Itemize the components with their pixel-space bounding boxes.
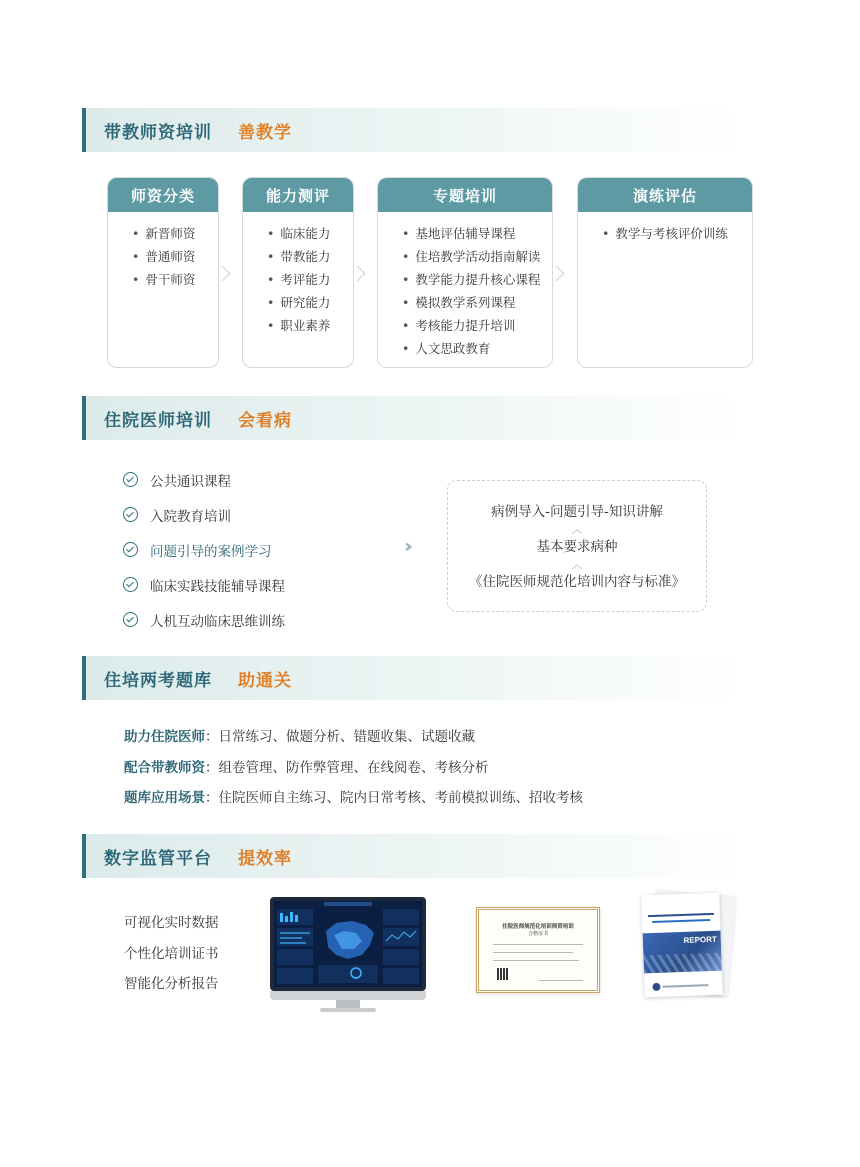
section-tag: 提效率 — [238, 848, 292, 869]
report-footer-line — [662, 984, 708, 988]
list-item — [123, 567, 285, 602]
certificate-image — [476, 907, 600, 993]
list-item: • 骨干师资 — [132, 268, 218, 291]
list-item: • 基地评估辅导课程 — [402, 222, 552, 245]
digital-feature: 个性化培训证书 — [124, 946, 219, 962]
certificate-line — [539, 980, 583, 981]
certificate-line — [493, 952, 573, 953]
qbank-line — [124, 786, 583, 806]
caret-up-icon: ︿ — [572, 525, 582, 536]
card-teacher-category — [107, 177, 219, 368]
qr-code-icon — [497, 968, 509, 980]
report-cover-band — [643, 931, 722, 974]
list-item: • 研究能力 — [267, 291, 353, 314]
list-item-label: 问题引导的案例学习 — [150, 543, 272, 560]
flow-step-bottom: 《住院医师规范化培训内容与标准》 — [469, 574, 685, 590]
card-title: 专题培训 — [378, 178, 552, 212]
certificate-title: 住院医师规范化培训师资培训 — [502, 924, 574, 930]
list-item: • 考核能力提升培训 — [402, 314, 552, 337]
digital-feature: 可视化实时数据 — [124, 915, 219, 931]
report-label: REPORT — [683, 934, 717, 945]
report-logo-icon — [652, 983, 660, 991]
card-title: 师资分类 — [108, 178, 218, 212]
list-item: • 考评能力 — [267, 268, 353, 291]
certificate-subtitle: 合格证书 — [527, 931, 548, 937]
resident-course-list — [123, 462, 285, 637]
section-title: 数字监管平台 — [104, 848, 212, 869]
section-tag: 善教学 — [238, 122, 292, 143]
card-topic-training — [377, 177, 553, 368]
check-circle-icon — [123, 577, 138, 592]
flow-step-middle: 基本要求病种 — [536, 539, 618, 555]
report-heading-line — [652, 919, 710, 923]
card-ability-assessment — [242, 177, 354, 368]
report-heading-line — [648, 913, 714, 917]
list-item-label: 公共通识课程 — [150, 473, 231, 490]
list-item: • 临床能力 — [267, 222, 353, 245]
qbank-line — [124, 756, 489, 776]
list-item: • 职业素养 — [267, 314, 353, 337]
list-item — [123, 462, 285, 497]
list-item-label: 人机互动临床思维训练 — [150, 613, 285, 630]
qbank-line — [124, 725, 475, 745]
qbank-label: 助力住院医师 — [124, 729, 205, 745]
check-circle-icon — [123, 472, 138, 487]
list-item — [123, 497, 285, 532]
list-item: • 住培教学活动指南解读 — [402, 245, 552, 268]
double-chevron-right-icon: ›› — [404, 536, 407, 557]
section-title: 带教师资培训 — [104, 122, 212, 143]
check-circle-icon — [123, 542, 138, 557]
certificate-line — [493, 960, 579, 961]
list-item: • 人文思政教育 — [402, 337, 552, 360]
card-title: 能力测评 — [243, 178, 353, 212]
section-tag: 会看病 — [238, 410, 292, 431]
monitor-stand — [336, 1000, 360, 1008]
case-learning-flow — [447, 480, 707, 612]
card-title: 演练评估 — [578, 178, 752, 212]
list-item: • 带教能力 — [267, 245, 353, 268]
list-item: • 新晋师资 — [132, 222, 218, 245]
certificate-line — [493, 944, 583, 945]
digital-feature: 智能化分析报告 — [124, 976, 219, 992]
report-pattern — [643, 953, 722, 974]
section-title: 住培两考题库 — [104, 670, 212, 691]
list-item-label: 临床实践技能辅导课程 — [150, 578, 285, 595]
section-title: 住院医师培训 — [104, 410, 212, 431]
list-item: • 普通师资 — [132, 245, 218, 268]
check-circle-icon — [123, 612, 138, 627]
section-header-digital — [82, 834, 742, 878]
qbank-text: ：住院医师自主练习、院内日常考核、考前模拟训练、招收考核 — [205, 790, 583, 806]
caret-up-icon: ︿ — [572, 560, 582, 571]
section-tag: 助通关 — [238, 670, 292, 691]
section-header-qbank — [82, 656, 742, 700]
report-image — [641, 893, 723, 998]
list-item — [123, 532, 285, 567]
section-header-resident — [82, 396, 742, 440]
monitor-chin — [270, 991, 426, 1000]
qbank-text: ：组卷管理、防作弊管理、在线阅卷、考核分析 — [205, 760, 489, 776]
qbank-text: ：日常练习、做题分析、错题收集、试题收藏 — [205, 729, 475, 745]
flow-step-top: 病例导入-问题引导-知识讲解 — [491, 504, 663, 520]
list-item-label: 入院教育培训 — [150, 508, 231, 525]
qbank-label: 题库应用场景 — [124, 790, 205, 806]
list-item: • 模拟教学系列课程 — [402, 291, 552, 314]
list-item: • 教学与考核评价训练 — [602, 222, 752, 245]
dashboard-monitor-image — [270, 897, 426, 991]
list-item: • 教学能力提升核心课程 — [402, 268, 552, 291]
list-item — [123, 602, 285, 637]
monitor-base — [320, 1008, 376, 1012]
section-header-teacher — [82, 108, 742, 152]
card-drill-evaluation — [577, 177, 753, 368]
qbank-label: 配合带教师资 — [124, 760, 205, 776]
check-circle-icon — [123, 507, 138, 522]
dashboard-screen-graphic — [274, 901, 422, 987]
